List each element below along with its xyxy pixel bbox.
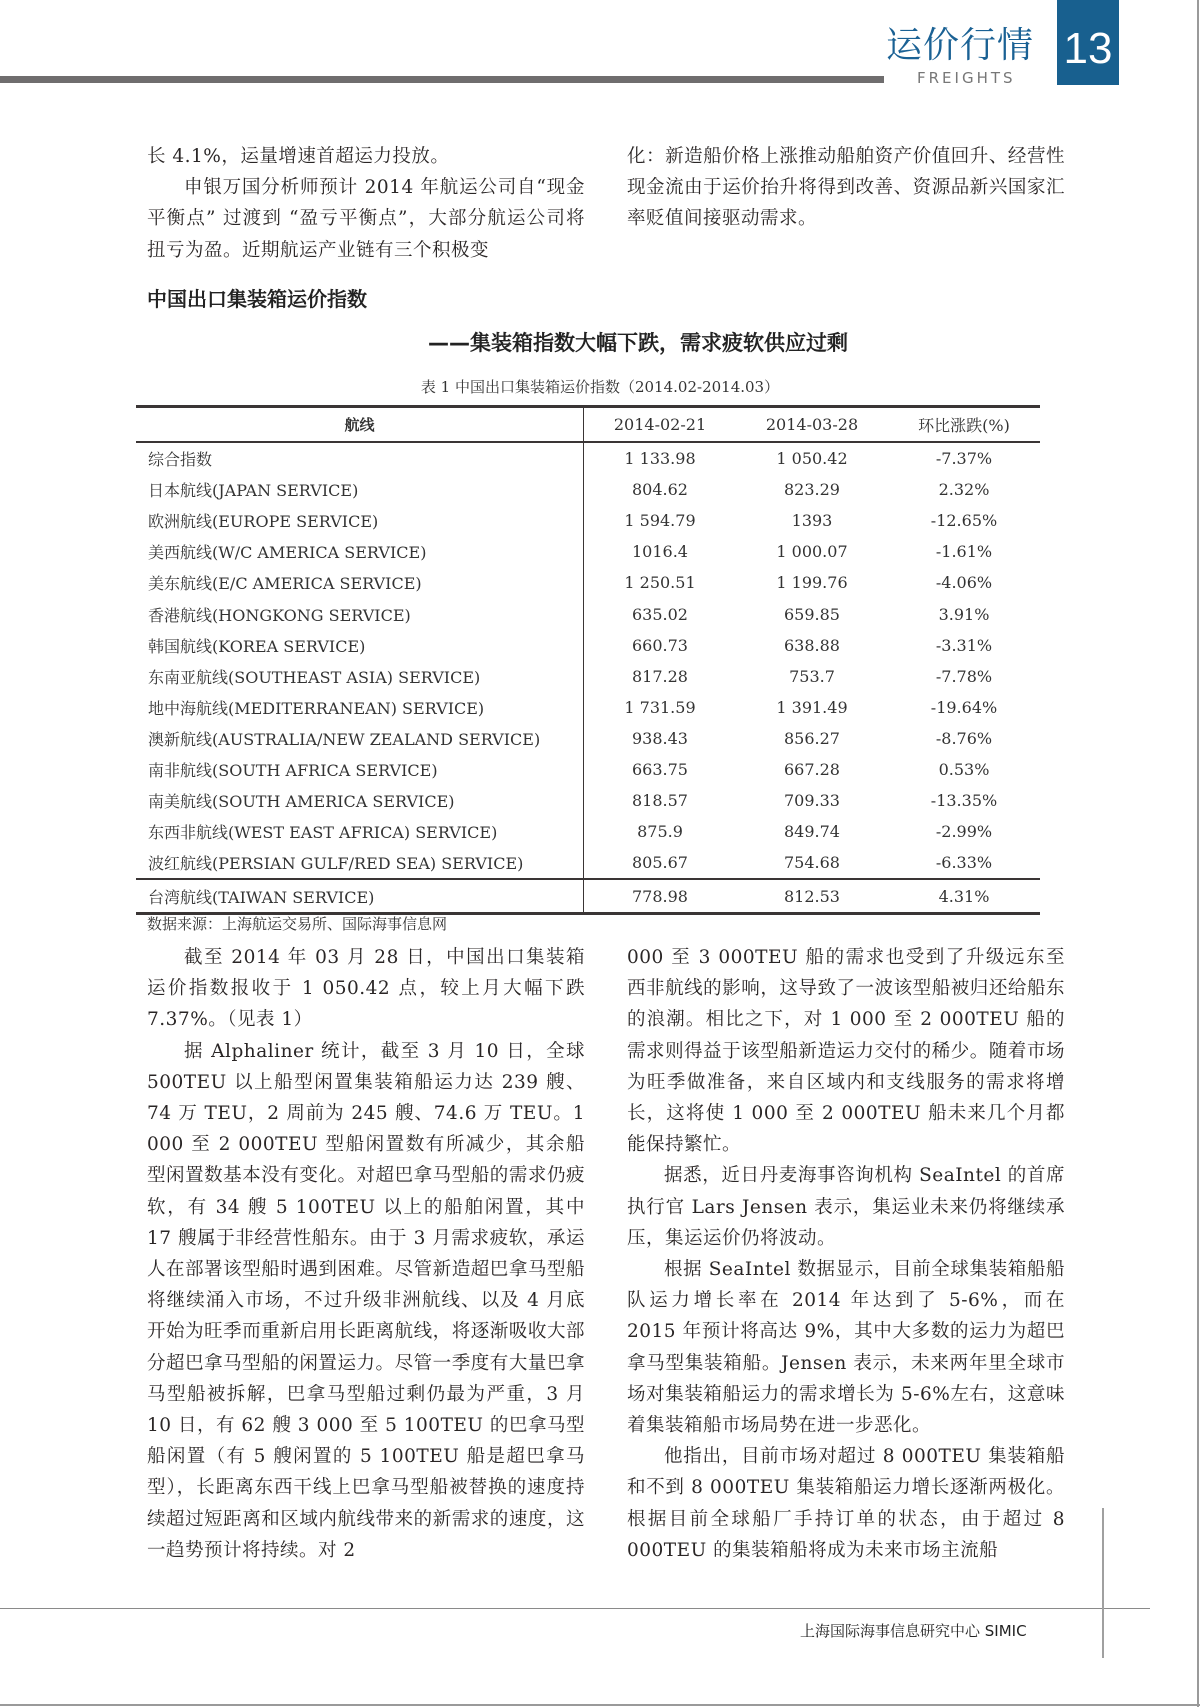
cell-change: -4.06% [935, 573, 993, 593]
section-subtitle: FREIGHTS [917, 69, 1016, 87]
cell-value-0328: 659.85 [784, 604, 840, 624]
cell-route: 南美航线(SOUTH AMERICA SERVICE) [136, 785, 584, 816]
cell-change: -7.37% [935, 449, 993, 469]
body-left-column [147, 942, 585, 1566]
table-row [136, 723, 1040, 754]
cell-value-0221: 1016.4 [632, 542, 688, 562]
column-header-date1: 2014-02-21 [613, 415, 707, 434]
cell-change: -2.99% [935, 822, 993, 842]
cell-value-0328: 667.28 [784, 759, 840, 779]
paragraph: 长 4.1%，运量增速首超运力投放。 [147, 146, 450, 167]
article-subheading: ——集装箱指数大幅下跌，需求疲软供应过剩 [428, 331, 848, 355]
article-heading: 中国出口集装箱运价指数 [147, 287, 367, 311]
intro-left-column [147, 141, 585, 266]
body-right-column [627, 942, 1065, 1566]
cell-value-0221: 1 731.59 [624, 697, 696, 717]
cell-change: 2.32% [938, 480, 990, 500]
cell-route: 欧洲航线(EUROPE SERVICE) [136, 505, 584, 536]
cell-change: -8.76% [935, 728, 993, 748]
cell-value-0221: 805.67 [632, 853, 688, 873]
cell-route: 东南亚航线(SOUTHEAST ASIA) SERVICE) [136, 661, 584, 692]
page-border-bottom [0, 1704, 1200, 1706]
cell-route: 台湾航线(TAIWAN SERVICE) [136, 879, 584, 914]
cell-change: -12.65% [930, 511, 998, 531]
cell-value-0221: 875.9 [637, 822, 683, 842]
freight-index-table [136, 405, 1040, 915]
table-row [136, 505, 1040, 536]
cell-value-0221: 817.28 [632, 666, 688, 686]
paragraph: 截至 2014 年 03 月 28 日，中国出口集装箱运价指数报收于 1 050.42 点，较上月大幅下跌 7.37%。（见表 1） [147, 947, 585, 1031]
cell-route: 东西非航线(WEST EAST AFRICA) SERVICE) [136, 816, 584, 847]
cell-value-0221: 635.02 [632, 604, 688, 624]
paragraph: 申银万国分析师预计 2014 年航运公司自“现金平衡点” 过渡到 “盈亏平衡点”，大部分航运公司将扭亏为盈。近期航运产业链有三个积极变 [147, 177, 585, 261]
cell-route: 香港航线(HONGKONG SERVICE) [136, 598, 584, 629]
cell-route: 波红航线(PERSIAN GULF/RED SEA) SERVICE) [136, 847, 584, 879]
table-row [136, 567, 1040, 598]
cell-value-0328: 1 199.76 [776, 573, 848, 593]
footer-vertical-rule [1102, 1508, 1104, 1658]
table-row [136, 692, 1040, 723]
cell-value-0328: 812.53 [784, 886, 840, 906]
cell-value-0221: 818.57 [632, 791, 688, 811]
cell-value-0328: 1393 [791, 511, 833, 531]
column-header-date2: 2014-03-28 [765, 415, 859, 434]
table-caption: 表 1 中国出口集装箱运价指数（2014.02-2014.03） [420, 378, 780, 396]
cell-value-0221: 938.43 [632, 728, 688, 748]
cell-value-0328: 709.33 [784, 791, 840, 811]
cell-value-0221: 1 133.98 [624, 449, 696, 469]
paragraph: 根据 SeaIntel 数据显示，目前全球集装箱船船队运力增长率在 2014 年达到了 5-6%，而在 2015 年预计将高达 9%，其中大多数的运力为超巴拿马型集装箱船。Jensen 表示，未来两年里全球市场对集装箱船运力的需求增长为 5-6%左右，这意味着集装箱船市场局势在进一步恶化。 [627, 1259, 1065, 1437]
cell-value-0221: 1 250.51 [624, 573, 696, 593]
paragraph: 000 至 3 000TEU 船的需求也受到了升级远东至西非航线的影响，这导致了一波该型船被归还给船东的浪潮。相比之下，对 1 000 至 2 000TEU 船的需求则得益于该型船新造运力交付的稀少。随着市场为旺季做准备，来自区域内和支线服务的需求将增长，这将使 1 000 至 2 000TEU 船未来几个月都能保持繁忙。 [627, 947, 1065, 1156]
table-row [136, 754, 1040, 785]
cell-value-0221: 660.73 [632, 635, 688, 655]
cell-value-0221: 804.62 [632, 480, 688, 500]
column-header-route: 航线 [136, 407, 584, 443]
table-row [136, 474, 1040, 505]
cell-route: 韩国航线(KOREA SERVICE) [136, 630, 584, 661]
intro-right-column [627, 141, 1065, 235]
cell-change: -3.31% [935, 635, 993, 655]
table-row [136, 630, 1040, 661]
paragraph: 据 Alphaliner 统计，截至 3 月 10 日，全球 500TEU 以上船型闲置集装箱船运力达 239 艘、74 万 TEU，2 周前为 245 艘、74.6 万 TEU。1 000 至 2 000TEU 型船闲置数有所减少，其余船型闲置数基本没有变化。对超巴拿马型船的需求仍疲软，有 34 艘 5 100TEU 以上的船舶闲置，其中 17 艘属于非经营性船东。由于 3 月需求疲软，承运人在部署该型船时遇到困难。尽管新造超巴拿马型船将继续涌入市场，不过升级非洲航线、以及 4 月底开始为旺季而重新启用长距离航线，将逐渐吸收大部分超巴拿马型船的闲置运力。尽管一季度有大量巴拿马型船被拆解，巴拿马型船过剩仍最为严重，3 月 10 日，有 62 艘 3 000 至 5 100TEU 的巴拿马型船闲置（有 5 艘闲置的 5 100TEU 船是超巴拿马型），长距离东西干线上巴拿马型船被替换的速度持续超过短距离和区域内航线带来的新需求的速度，这一趋势预计将持续。对 2 [147, 1040, 585, 1561]
table-row [136, 816, 1040, 847]
header-rule [0, 76, 884, 83]
footer-rule [0, 1608, 1150, 1609]
cell-value-0328: 1 000.07 [776, 542, 848, 562]
cell-change: -1.61% [935, 542, 993, 562]
cell-route: 地中海航线(MEDITERRANEAN) SERVICE) [136, 692, 584, 723]
table-row-last [136, 879, 1040, 914]
cell-value-0328: 849.74 [784, 822, 840, 842]
table-row [136, 785, 1040, 816]
cell-change: 4.31% [938, 886, 990, 906]
cell-value-0328: 823.29 [784, 480, 840, 500]
page-border-right [1197, 0, 1199, 1707]
cell-change: -19.64% [930, 697, 998, 717]
table-row [136, 536, 1040, 567]
cell-route: 澳新航线(AUSTRALIA/NEW ZEALAND SERVICE) [136, 723, 584, 754]
cell-change: 3.91% [938, 604, 990, 624]
cell-change: -7.78% [935, 666, 993, 686]
cell-route: 南非航线(SOUTH AFRICA SERVICE) [136, 754, 584, 785]
cell-value-0328: 1 050.42 [776, 449, 848, 469]
paragraph: 据悉，近日丹麦海事咨询机构 SeaIntel 的首席执行官 Lars Jensen 表示，集运业未来仍将继续承压，集运运价仍将波动。 [627, 1165, 1065, 1249]
cell-route: 美西航线(W/C AMERICA SERVICE) [136, 536, 584, 567]
cell-value-0221: 663.75 [632, 759, 688, 779]
cell-value-0328: 753.7 [789, 666, 835, 686]
table-row [136, 598, 1040, 629]
cell-route: 美东航线(E/C AMERICA SERVICE) [136, 567, 584, 598]
cell-value-0328: 1 391.49 [776, 697, 848, 717]
table-row [136, 661, 1040, 692]
cell-change: -6.33% [935, 853, 993, 873]
cell-value-0328: 638.88 [784, 635, 840, 655]
section-title: 运价行情 [886, 25, 1035, 66]
cell-value-0221: 778.98 [632, 886, 688, 906]
cell-route: 日本航线(JAPAN SERVICE) [136, 474, 584, 505]
table-row [136, 442, 1040, 474]
paragraph: 他指出，目前市场对超过 8 000TEU 集装箱船和不到 8 000TEU 集装箱船运力增长逐渐两极化。根据目前全球船厂手持订单的状态，由于超过 8 000TEU 的集装箱船将成为未来市场主流船 [627, 1446, 1065, 1561]
footer-publisher: 上海国际海事信息研究中心 SIMIC [800, 1622, 1027, 1640]
cell-value-0328: 856.27 [784, 728, 840, 748]
column-header-change: 环比涨跌(%) [918, 416, 1010, 435]
page-number: 13 [1057, 0, 1119, 85]
table-row [136, 847, 1040, 879]
cell-value-0328: 754.68 [784, 853, 840, 873]
cell-value-0221: 1 594.79 [624, 511, 696, 531]
cell-route: 综合指数 [136, 442, 584, 474]
cell-change: 0.53% [938, 759, 990, 779]
cell-change: -13.35% [930, 791, 998, 811]
table-header-row [136, 407, 1040, 443]
table-source: 数据来源：上海航运交易所、国际海事信息网 [147, 915, 448, 933]
paragraph: 化：新造船价格上涨推动船舶资产价值回升、经营性现金流由于运价抬升将得到改善、资源品新兴国家汇率贬值间接驱动需求。 [627, 146, 1065, 230]
